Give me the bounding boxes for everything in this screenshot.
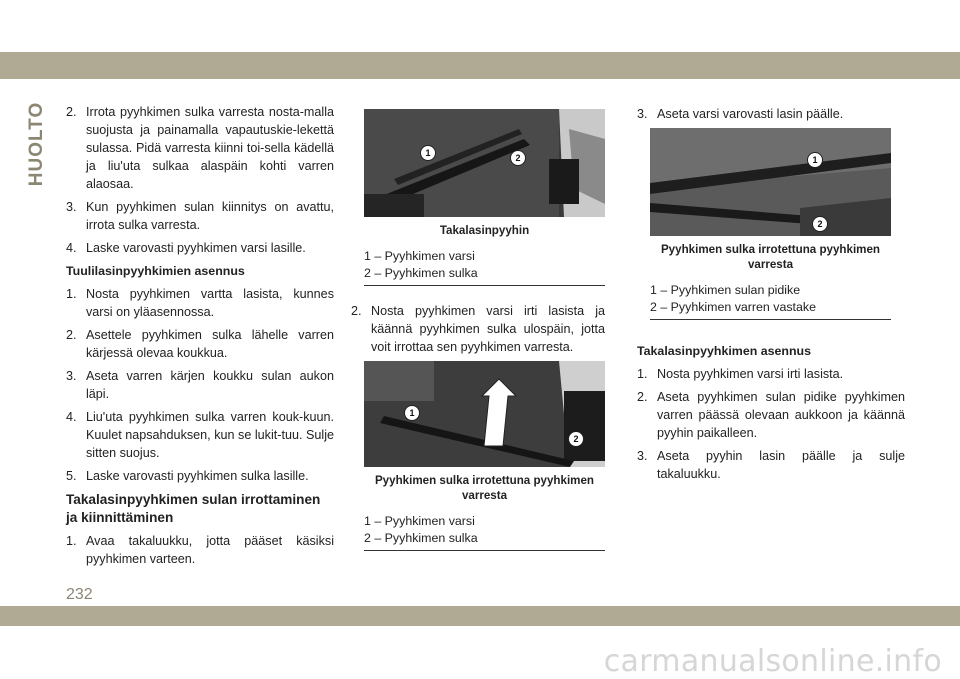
figure-legend [364, 248, 605, 286]
step-number: 2. [66, 328, 77, 342]
section-heading: Tuulilasinpyyhkimien asennus [66, 264, 245, 278]
step-text: Asettele pyyhkimen sulka lähelle varren kärjessä olevaa koukkua. [86, 328, 334, 360]
callout-2: 2 [568, 431, 584, 447]
step-text: Aseta pyyhkimen sulan pidike pyyhkimen varren päässä olevaan aukkoon ja käännä pyyhin paikalleen. [657, 390, 905, 440]
step-text: Aseta varren kärjen koukku sulan aukon läpi. [86, 369, 334, 401]
footer-band [0, 606, 960, 626]
legend-item: 1 – Pyyhkimen varsi [364, 514, 475, 528]
step-number: 1. [637, 367, 648, 381]
step-number: 2. [66, 105, 77, 119]
section-heading: Takalasinpyyhkimen asennus [637, 344, 812, 358]
step-number: 5. [66, 469, 77, 483]
step-text: Nosta pyyhkimen vartta lasista, kunnes varsi on yläasennossa. [86, 287, 334, 319]
rear-wiper-photo [364, 109, 605, 217]
figure-legend [650, 282, 891, 320]
step-item [351, 302, 605, 356]
step-item [66, 532, 334, 568]
legend-item: 2 – Pyyhkimen sulka [364, 266, 478, 280]
step-text: Aseta pyyhin lasin päälle ja sulje takaluukku. [657, 449, 905, 481]
step-item [637, 447, 905, 483]
site-watermark: carmanualsonline.info [603, 644, 942, 679]
header-band [0, 52, 960, 79]
step-item [66, 326, 334, 362]
section-heading: Takalasinpyyhkimen sulan irrottaminen ja kiinnittäminen [66, 492, 321, 525]
column-3 [637, 105, 905, 488]
step-text: Aseta varsi varovasti lasin päälle. [657, 107, 844, 121]
step-item [66, 285, 334, 321]
callout-1: 1 [404, 405, 420, 421]
blade-removed-photo [364, 361, 605, 467]
step-text: Laske varovasti pyyhkimen varsi lasille. [86, 241, 306, 255]
figure-rear-wiper [364, 109, 605, 286]
figure-caption: Pyyhkimen sulka irrotettuna pyyhkimen varresta [660, 243, 881, 271]
callout-1: 1 [807, 152, 823, 168]
step-number: 3. [66, 200, 77, 214]
rear-wiper-illustration [364, 109, 605, 217]
step-item [66, 367, 334, 403]
step-item [66, 198, 334, 234]
section-side-tab [26, 102, 48, 186]
step-number: 4. [66, 410, 77, 424]
blade-removed-illustration [364, 361, 605, 467]
figure-blade-holder [650, 128, 891, 320]
step-number: 1. [66, 534, 77, 548]
step-item [66, 467, 334, 485]
step-number: 3. [637, 449, 648, 463]
step-number: 4. [66, 241, 77, 255]
blade-holder-illustration [650, 128, 891, 236]
step-text: Kun pyyhkimen sulan kiinnitys on avattu, irrota sulka varresta. [86, 200, 334, 232]
column-2 [351, 105, 605, 551]
step-text: Liu'uta pyyhkimen sulka varren kouk-kuun. Kuulet napsahduksen, kun se lukit-tuu. Sulje sitten suojus. [86, 410, 334, 460]
step-number: 2. [351, 304, 362, 318]
figure-caption: Takalasinpyyhin [439, 224, 530, 237]
callout-2: 2 [812, 216, 828, 232]
section-label: HUOLTO [26, 101, 47, 187]
legend-item: 1 – Pyyhkimen varsi [364, 249, 475, 263]
step-item [637, 105, 905, 123]
callout-1: 1 [420, 145, 436, 161]
step-item [66, 408, 334, 462]
figure-blade-removed [364, 361, 605, 551]
step-item [637, 388, 905, 442]
column-1 [66, 103, 334, 573]
step-number: 2. [637, 390, 648, 404]
step-item [637, 365, 905, 383]
step-text: Irrota pyyhkimen sulka varresta nosta-malla suojusta ja painamalla vapautuskie-lekettä sulassa. Pidä varresta kiinni toi-sella kädellä ja liu'uta sulkaa alaspäin kohti varren alaosaa. [86, 105, 334, 191]
callout-2: 2 [510, 150, 526, 166]
legend-item: 2 – Pyyhkimen varren vastake [650, 300, 816, 314]
page-top-margin [0, 0, 960, 52]
step-item [66, 103, 334, 193]
step-text: Nosta pyyhkimen varsi irti lasista. [657, 367, 844, 381]
blade-holder-photo [650, 128, 891, 236]
legend-item: 1 – Pyyhkimen sulan pidike [650, 283, 801, 297]
step-text: Avaa takaluukku, jotta pääset käsiksi pyyhkimen varteen. [86, 534, 334, 566]
page-number: 232 [66, 586, 93, 603]
step-text: Nosta pyyhkimen varsi irti lasista ja käännä pyyhkimen sulka ulospäin, jotta voit irrottaa sen pyyhkimen varresta. [371, 304, 605, 354]
step-item [66, 239, 334, 257]
step-number: 1. [66, 287, 77, 301]
step-text: Laske varovasti pyyhkimen sulka lasille. [86, 469, 309, 483]
legend-item: 2 – Pyyhkimen sulka [364, 531, 478, 545]
figure-caption: Pyyhkimen sulka irrotettuna pyyhkimen varresta [374, 474, 595, 502]
step-number: 3. [637, 107, 648, 121]
figure-legend [364, 513, 605, 551]
step-number: 3. [66, 369, 77, 383]
